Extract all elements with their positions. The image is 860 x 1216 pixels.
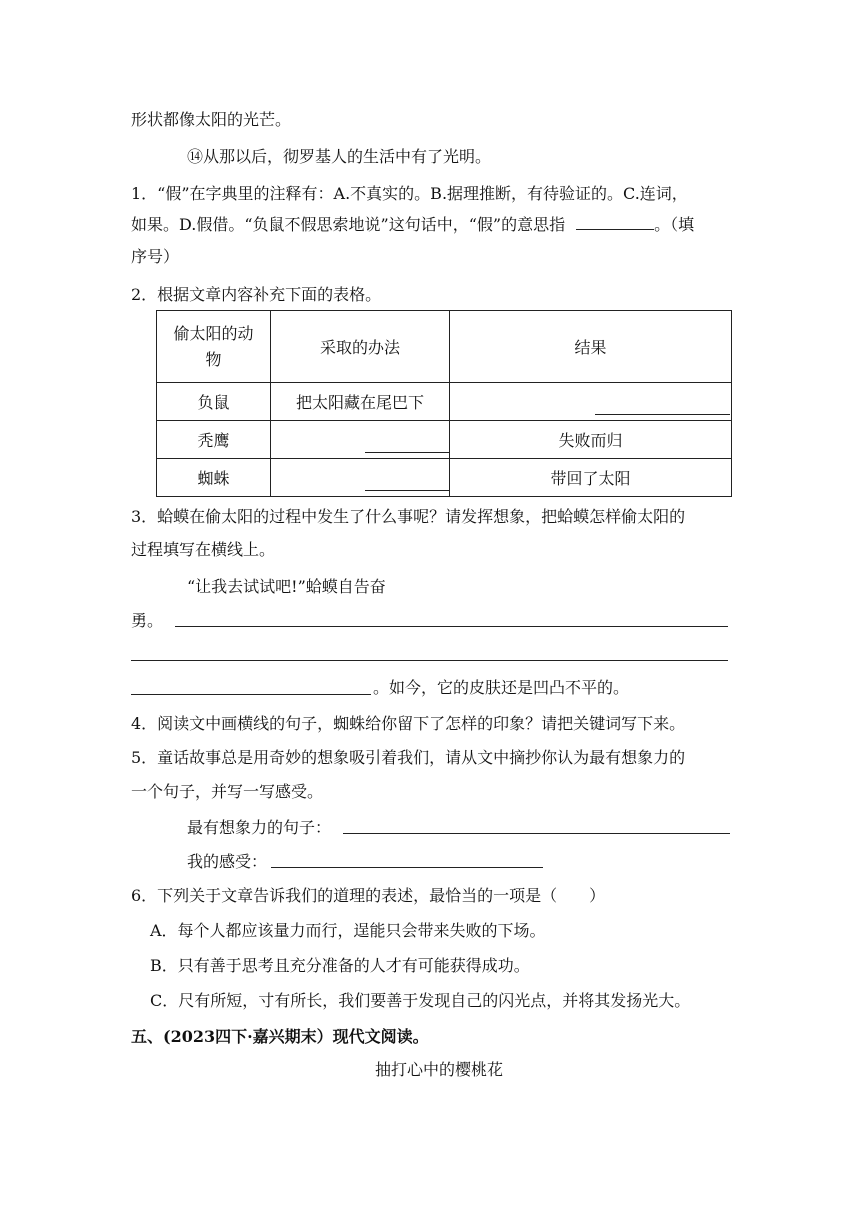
table-cell-result-blank[interactable] — [450, 383, 732, 421]
table-cell-animal: 负鼠 — [157, 383, 271, 421]
question-5-line-2: 一个句子，并写一写感受。 — [131, 782, 324, 801]
table-cell-animal: 蜘蛛 — [157, 459, 271, 497]
question-4: 4．阅读文中画横线的句子，蜘蛛给你留下了怎样的印象？请把关键词写下来。 — [131, 714, 686, 733]
article-title: 抽打心中的樱桃花 — [375, 1060, 504, 1079]
table-cell-method-blank[interactable] — [271, 421, 450, 459]
answer-blank[interactable] — [365, 452, 449, 453]
paragraph-14: ⑭从那以后，彻罗基人的生活中有了光明。 — [187, 147, 492, 166]
answer-line[interactable] — [343, 833, 730, 834]
answer-line[interactable] — [271, 867, 543, 868]
question-5-feeling-label: 我的感受： — [187, 852, 268, 871]
question-1-line-3: 序号） — [131, 247, 180, 266]
table-cell-method: 把太阳藏在尾巴下 — [271, 383, 450, 421]
table-cell-result: 失败而归 — [450, 421, 732, 459]
question-5-sentence-label: 最有想象力的句子： — [187, 818, 332, 837]
question-3-line-1: 3．蛤蟆在偷太阳的过程中发生了什么事呢？请发挥想象，把蛤蟆怎样偷太阳的 — [131, 507, 686, 526]
question-6: 6．下列关于文章告诉我们的道理的表述，最恰当的一项是（ ） — [131, 886, 606, 905]
fill-in-table — [156, 310, 732, 497]
table-cell-method-blank[interactable] — [271, 459, 450, 497]
table-header-animal: 偷太阳的动 物 — [157, 311, 271, 383]
answer-line[interactable] — [131, 660, 728, 661]
answer-blank[interactable] — [595, 414, 730, 415]
answer-blank[interactable] — [365, 490, 449, 491]
question-3-yong: 勇。 — [131, 611, 164, 630]
table-header-result: 结果 — [450, 311, 732, 383]
table-cell-result: 带回了太阳 — [450, 459, 732, 497]
question-5-line-1: 5．童话故事总是用奇妙的想象吸引着我们，请从文中摘抄你认为最有想象力的 — [131, 748, 686, 767]
option-a[interactable]: A．每个人都应该量力而行，逞能只会带来失败的下场。 — [150, 921, 546, 940]
question-3-line-2: 过程填写在横线上。 — [131, 540, 276, 559]
question-1-suffix: 。（填 — [654, 215, 695, 234]
table-row — [157, 383, 732, 421]
answer-line[interactable] — [131, 694, 371, 695]
question-3-quote: “让我去试试吧!”蛤蟆自告奋 — [187, 577, 386, 596]
table-cell-animal: 秃鹰 — [157, 421, 271, 459]
answer-line[interactable] — [175, 626, 728, 627]
question-1-text: 如果。D.假借。“负鼠不假思索地说”这句话中，“假”的意思指 — [131, 215, 566, 234]
paragraph-line: 形状都像太阳的光芒。 — [131, 110, 292, 129]
question-3-end: 。如今，它的皮肤还是凹凸不平的。 — [373, 678, 630, 697]
table-row — [157, 459, 732, 497]
answer-blank[interactable] — [576, 213, 654, 230]
option-b[interactable]: B．只有善于思考且充分准备的人才有可能获得成功。 — [150, 956, 530, 975]
table-header-row — [157, 311, 732, 383]
question-1-line-2 — [131, 213, 694, 236]
table-header-method: 采取的办法 — [271, 311, 450, 383]
option-c[interactable]: C．尺有所短，寸有所长，我们要善于发现自己的闪光点，并将其发扬光大。 — [150, 991, 691, 1010]
table-row — [157, 421, 732, 459]
question-2: 2．根据文章内容补充下面的表格。 — [131, 285, 382, 304]
section-5-heading: 五、(2023四下·嘉兴期末）现代文阅读。 — [131, 1027, 429, 1046]
question-1-line-1: 1．“假”在字典里的注释有：A.不真实的。B.据理推断，有待验证的。C.连词， — [131, 184, 688, 203]
